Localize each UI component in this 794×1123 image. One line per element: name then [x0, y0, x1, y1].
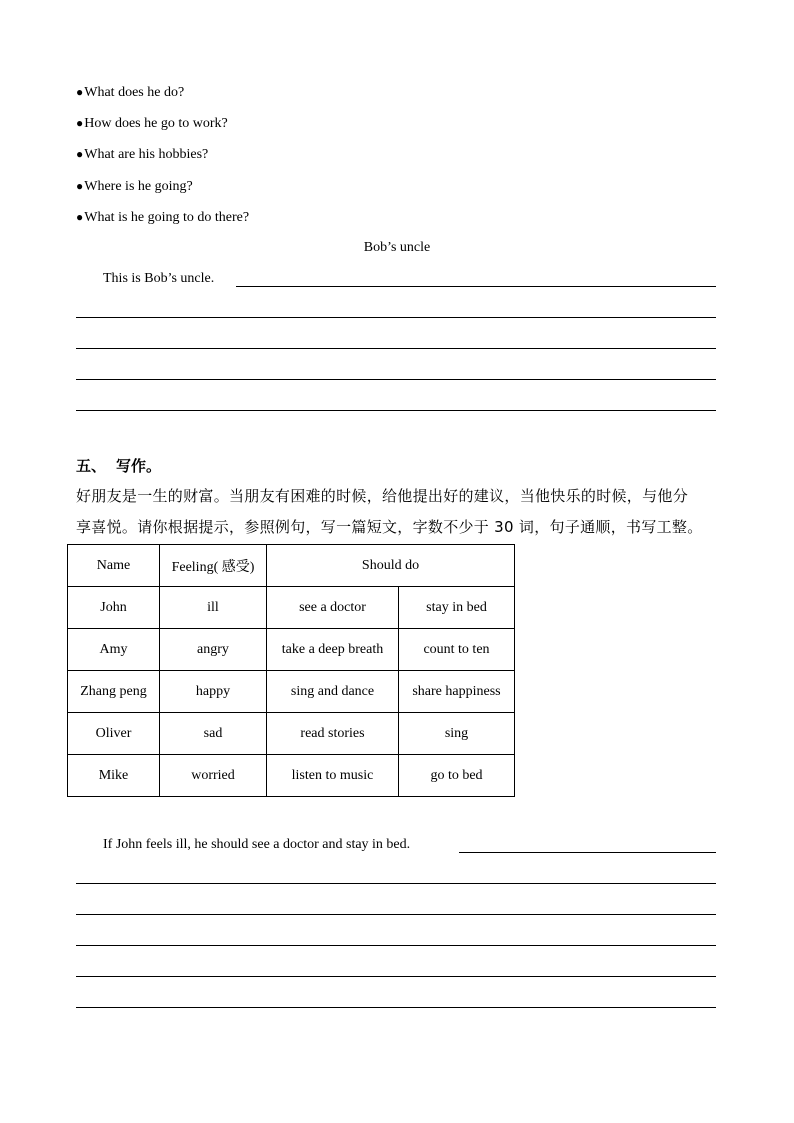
question-item: ●What does he do? — [76, 85, 185, 100]
table-cell: ill — [160, 587, 267, 629]
table-cell: Mike — [68, 755, 160, 797]
question-item: ●Where is he going? — [76, 179, 193, 194]
table-cell: stay in bed — [399, 587, 515, 629]
question-item: ●What are his hobbies? — [76, 147, 209, 162]
sample-sentence: If John feels ill, he should see a doctor and stay in bed. — [103, 837, 411, 852]
table-cell: listen to music — [267, 755, 399, 797]
table-cell: Zhang peng — [68, 671, 160, 713]
bullet-icon: ● — [76, 147, 84, 161]
question-item: ●What is he going to do there? — [76, 210, 250, 225]
table-cell: Oliver — [68, 713, 160, 755]
bullet-icon: ● — [76, 85, 84, 99]
table-row — [68, 587, 515, 629]
table-cell: John — [68, 587, 160, 629]
writing-line[interactable] — [236, 286, 716, 287]
writing-line[interactable] — [76, 410, 716, 411]
writing-line[interactable] — [76, 945, 716, 946]
table-row — [68, 713, 515, 755]
writing-line[interactable] — [76, 317, 716, 318]
writing-line[interactable] — [76, 348, 716, 349]
bullet-icon: ● — [76, 210, 84, 224]
suggestion-table — [67, 544, 515, 797]
table-cell: share happiness — [399, 671, 515, 713]
essay-title: Bob’s uncle — [363, 240, 431, 255]
section-heading: 五、 写作。 — [76, 457, 162, 475]
table-cell: see a doctor — [267, 587, 399, 629]
writing-line[interactable] — [76, 379, 716, 380]
table-cell: worried — [160, 755, 267, 797]
table-cell: go to bed — [399, 755, 515, 797]
instructions: 好朋友是一生的财富。当朋友有困难的时候，给他提出好的建议，当他快乐的时候，与他分 享喜悦。请你根据提示，参照例句，写一篇短文，字数不少于 30 词，句子通顺，书写工整。 — [76, 487, 703, 536]
table-cell: count to ten — [399, 629, 515, 671]
table-cell: Amy — [68, 629, 160, 671]
writing-line[interactable] — [76, 883, 716, 884]
table-cell: angry — [160, 629, 267, 671]
essay-start: This is Bob’s uncle. — [103, 271, 215, 286]
table-row — [68, 671, 515, 713]
table-header: Should do — [267, 545, 515, 587]
writing-line[interactable] — [76, 976, 716, 977]
table-header: Name — [68, 545, 160, 587]
table-header-row — [68, 545, 515, 587]
table-cell: read stories — [267, 713, 399, 755]
table-cell: happy — [160, 671, 267, 713]
writing-line[interactable] — [459, 852, 716, 853]
table-cell: sad — [160, 713, 267, 755]
table-header: Feeling( 感受) — [160, 545, 267, 587]
table-row — [68, 755, 515, 797]
table-row — [68, 629, 515, 671]
bullet-icon: ● — [76, 116, 84, 130]
table-cell: take a deep breath — [267, 629, 399, 671]
table-cell: sing and dance — [267, 671, 399, 713]
table-cell: sing — [399, 713, 515, 755]
writing-line[interactable] — [76, 1007, 716, 1008]
writing-line[interactable] — [76, 914, 716, 915]
bullet-icon: ● — [76, 179, 84, 193]
question-item: ●How does he go to work? — [76, 116, 228, 131]
